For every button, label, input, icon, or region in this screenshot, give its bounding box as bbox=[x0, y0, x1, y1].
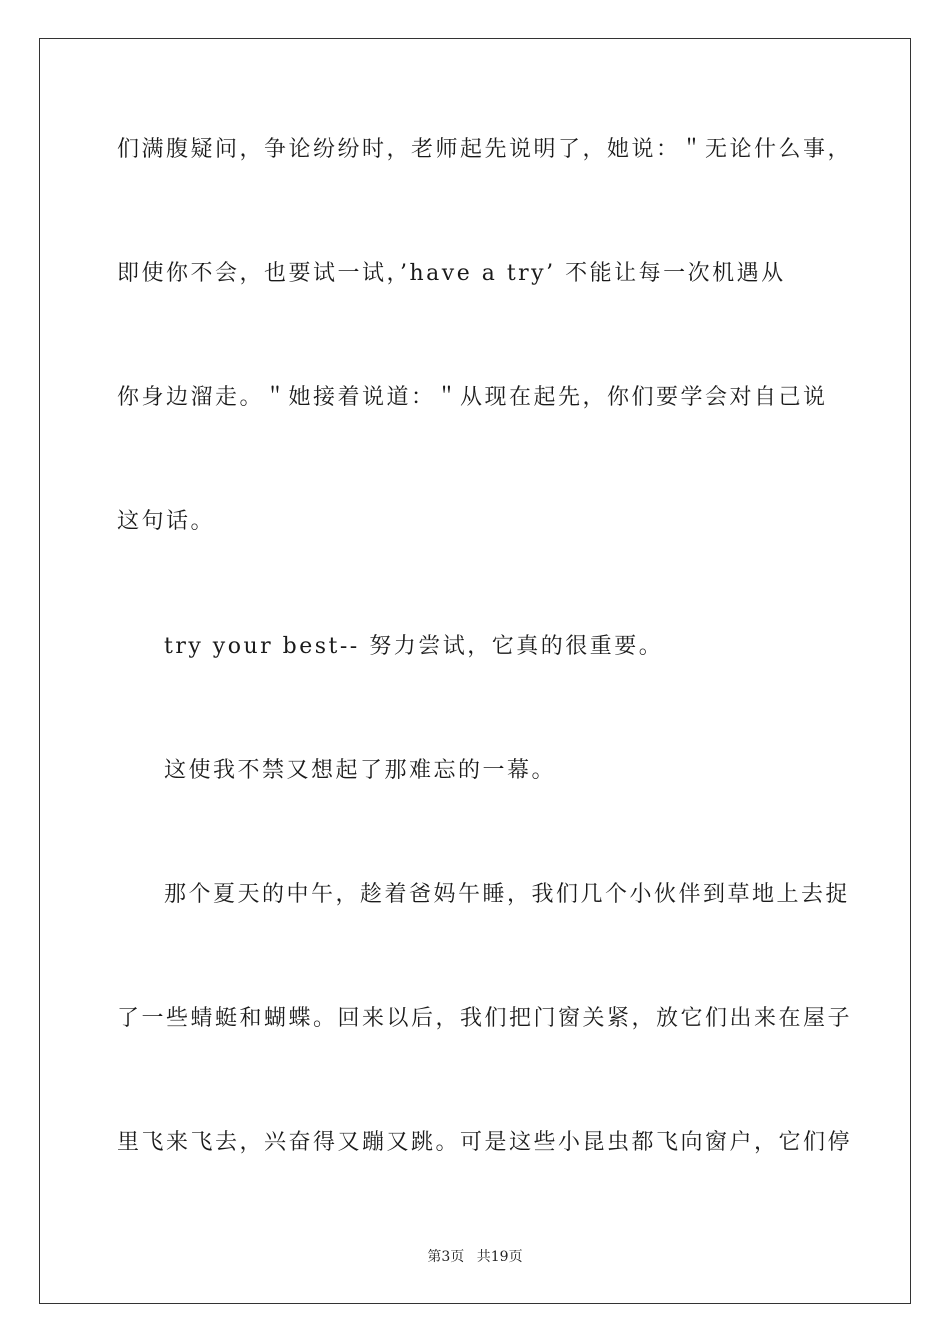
text-line: 这句话。 bbox=[117, 509, 216, 534]
text-line: 了一些蜻蜓和蝴蝶。回来以后，我们把门窗关紧，放它们出来在屋子 bbox=[117, 1006, 853, 1031]
text-line: 们满腹疑问，争论纷纷时，老师起先说明了，她说：＂无论什么事， bbox=[117, 137, 853, 162]
page-border bbox=[39, 38, 911, 1304]
paragraph-start-line: try your best-- 努力尝试，它真的很重要。 bbox=[164, 634, 664, 659]
text-line: 里飞来飞去，兴奋得又蹦又跳。可是这些小昆虫都飞向窗户，它们停 bbox=[117, 1130, 853, 1155]
total-pages: 共19页 bbox=[476, 1249, 523, 1265]
page-footer bbox=[0, 1248, 950, 1266]
paragraph-start-line: 那个夏天的中午，趁着爸妈午睡，我们几个小伙伴到草地上去捉 bbox=[164, 882, 851, 907]
text-line: 即使你不会，也要试一试，’have a try’ 不能让每一次机遇从 bbox=[117, 261, 786, 286]
paragraph-start-line: 这使我不禁又想起了那难忘的一幕。 bbox=[164, 758, 557, 783]
page-number: 第3页 bbox=[427, 1249, 465, 1265]
text-line: 你身边溜走。＂她接着说道：＂从现在起先，你们要学会对自己说 bbox=[117, 385, 828, 410]
